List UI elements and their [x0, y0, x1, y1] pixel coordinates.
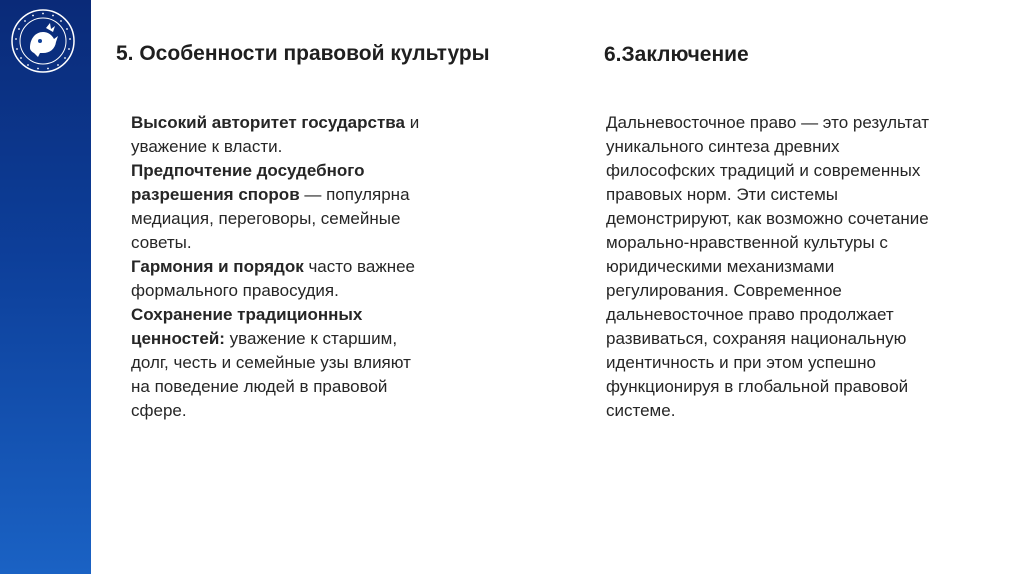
- features-list: [131, 111, 431, 423]
- item-bold-text: Сохранение традиционных ценностей:: [131, 305, 363, 348]
- item-text: часто важнее формального правосудия.: [131, 257, 415, 300]
- item-bold-text: Высокий авторитет государства: [131, 113, 405, 132]
- conclusion-paragraph: Дальневосточное право — это результат уникального синтеза древних философских традиций и современных правовых норм. Эти системы демонстрируют, как возможно сочетание морально-нравственной культуры с юридическими механизмами регулирования. Современное дальневосточное право продолжает развиваться, сохраняя национальную идентичность и при этом успешно функционируя в глобальной правовой системе.: [606, 113, 930, 420]
- list-item: [131, 255, 431, 303]
- item-bold-text: Предпочтение досудебного разрешения споров: [131, 161, 365, 204]
- list-item: [131, 159, 431, 255]
- item-bold-text: Гармония и порядок: [131, 257, 304, 276]
- list-item: [131, 111, 431, 159]
- section-6-heading: 6.Заключение: [604, 43, 749, 66]
- university-emblem-icon: [10, 8, 76, 74]
- item-text: — популярна медиация, переговоры, семейные советы.: [131, 185, 410, 252]
- item-text: уважение к старшим, долг, честь и семейные узы влияют на поведение людей в правовой сфере.: [131, 329, 411, 420]
- sidebar-band: [0, 0, 91, 574]
- section-5-heading: 5. Особенности правовой культуры: [116, 42, 490, 65]
- item-text: и уважение к власти.: [131, 113, 420, 156]
- list-item: [131, 303, 431, 423]
